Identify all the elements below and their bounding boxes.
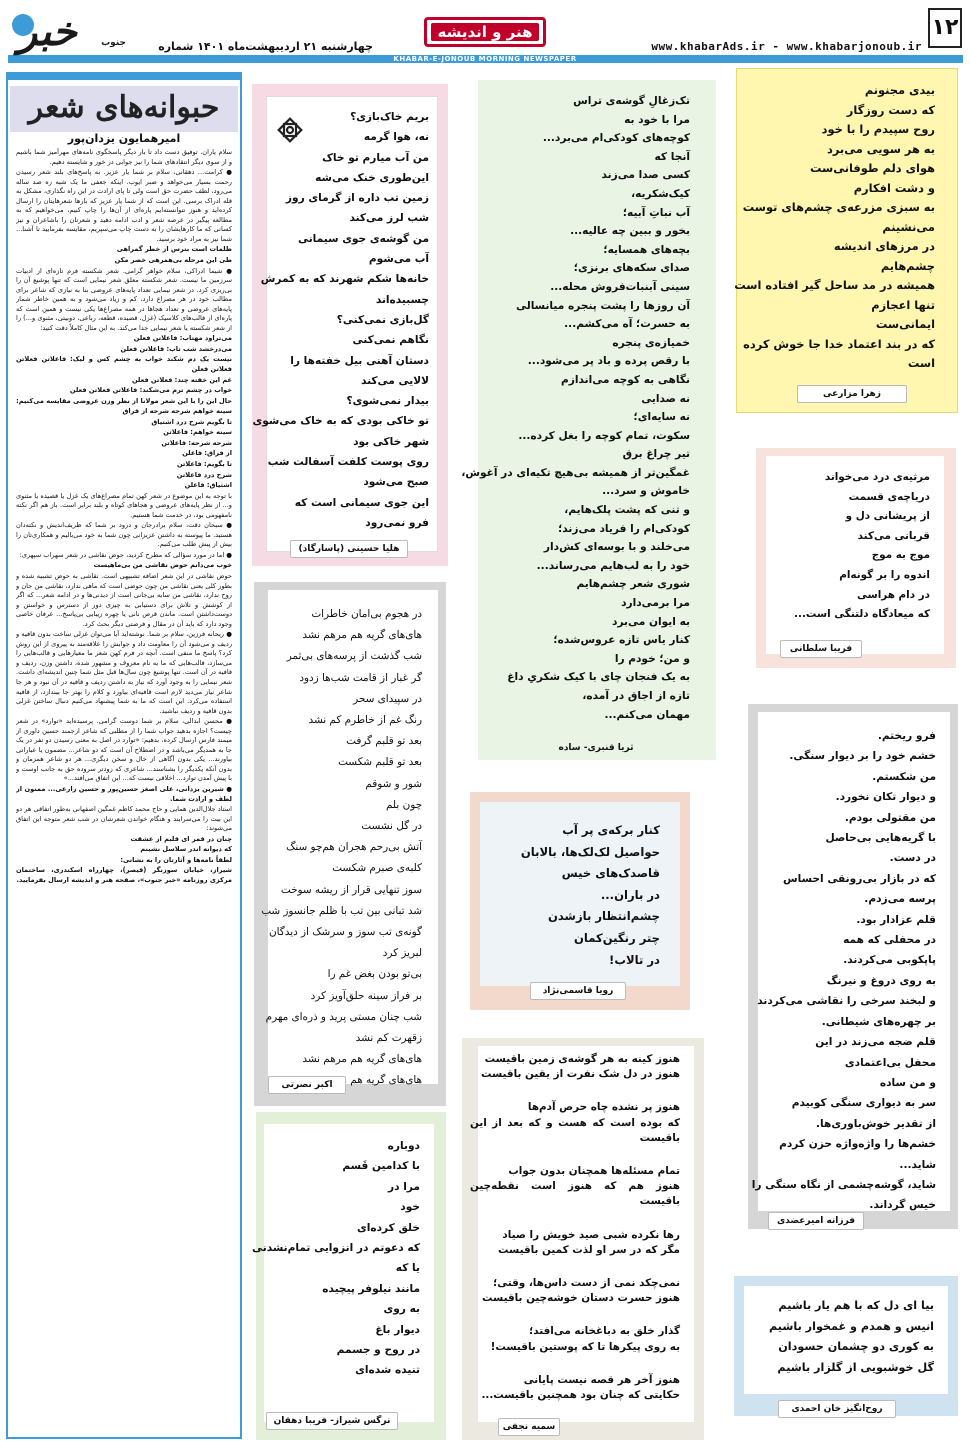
poem-line: چسبیده‌اند (375, 293, 429, 306)
section-title-badge (424, 17, 546, 47)
poem-line: مرا با خود به (624, 113, 690, 126)
column-paragraph: حال این را با این شعر مولانا از نظر وزن عروضی مقایسه می‌کنیم: (16, 396, 232, 405)
poem-line: آب می‌شوم (368, 253, 429, 266)
poem-line: بچه‌های همسایه؛ (603, 243, 690, 256)
poem-line: های‌های گریه هم مرهم نشد (302, 629, 422, 642)
poem-line: قربانی می‌کند (857, 529, 930, 542)
poem-line: می‌خلند و با بوسه‌ای کش‌دار (543, 541, 690, 554)
poem-line: زمین تب داره از گرمای روز (285, 192, 429, 205)
poem-line: به کوری دو چشمان حسودان (778, 1340, 934, 1353)
poem-line: و من؛ خودم را (614, 652, 690, 665)
poem-line: چشم‌انتظار بازشدن (547, 909, 660, 924)
column-paragraph: طی این مرحله بی‌همرهی خضر مکن (114, 256, 232, 265)
poem-line: کنار برکه‌ی پر آب (562, 823, 660, 837)
column-paragraph: تا بگویم شرح درد اشتیاق (151, 417, 232, 426)
column-paragraph: نیست یک دم شکند خواب به چشم کس و لیک: فاعلاتن فعلاتن فعلاتن فعلن (16, 355, 232, 374)
poem-line: که در بند اعتماد خدا جا خوش کرده (743, 336, 935, 351)
poem-line: خمیازه‌ی پنجره (612, 336, 690, 349)
poem-line: روی پوست کلفت آسفالت شب (267, 456, 429, 469)
poem-line: پاپکوبی می‌کردند. (843, 954, 936, 967)
poem-text (252, 1136, 420, 1381)
poem-line: تیر چراغ برق (622, 448, 690, 461)
page-number: ۱۲ (928, 8, 962, 48)
poem-stanza: رها نکرده شبی صید خویش را صیاد مگر که در سر او لذت کمین باقیست (498, 1228, 680, 1256)
poem-line: بخور و ببین چه عالیه... (570, 225, 690, 238)
poem-line: با رقص پرده و باد پر می‌شود... (527, 355, 690, 368)
poem-line: هوای دلم طوفانی‌ست (809, 161, 935, 175)
poem-card (252, 1124, 434, 1422)
poem-line: نه سایه‌ای؛ (633, 411, 690, 424)
column-paragraph: می‌تراود مهتاب: فاعلاتن فعلن (133, 334, 232, 343)
poem-line: بعد تو قلبم گرفت (346, 735, 422, 748)
poem-line: چون بلم (386, 798, 422, 811)
poem-line: در باران... (600, 887, 660, 902)
poem-line: می‌نشینم (882, 219, 935, 234)
column-paragraph: سلام یاران. توفیق دست داد تا بار دیگر پاسخگوی نامه‌های مهرآمیز شما باشیم و از سوی دیگر انتقادهای شما را نیز جوابی در خور و شایسته دهیم. (16, 148, 232, 166)
poem-author: روح‌انگیز خان احمدی (778, 1400, 896, 1418)
poem-line: مرا در (387, 1180, 420, 1193)
column-paragraph: که دیوانه اندر سلاسل نشینم (140, 845, 232, 854)
poem-line: دریاچه‌ی قسمت (848, 490, 930, 503)
poem-line: غمگین‌تر از همیشه بی‌هیچ تکیه‌ای در آغوش، (461, 466, 690, 479)
poem-line: خود (400, 1201, 420, 1214)
poem-line: که میعادگاه دلتنگی است... (794, 608, 930, 621)
poem-line: سر به دیواری سنگی کوبیدم (791, 1097, 936, 1110)
column-paragraph: چنان در قمر ای قلبم از عشقت (130, 834, 232, 843)
poem-line: بر چهره‌های شیطانی. (821, 1015, 936, 1028)
poem-line: محفل بی‌اعتمادی (844, 1056, 936, 1069)
poem-line: خلق کرده‌ای (357, 1221, 420, 1234)
poem-line: در مرزهای اندیشه (833, 239, 935, 253)
column-author: امیرهمایون یزدان‌پور (67, 132, 181, 145)
poem-box-ghaseminejad (470, 792, 690, 1010)
poem-line: خیس گرداند. (869, 1199, 936, 1212)
column-body (16, 148, 232, 1433)
poem-stanza: نمی‌چکد نمی از دست داس‌ها، وقتی؛ هنوز حسرت دستان خوشه‌چین باقیست (482, 1277, 680, 1305)
poem-line: کلبه‌ی صبرم شکست (332, 862, 422, 875)
column-paragraph: شرح درد فاعلاتن (176, 470, 232, 479)
poem-line: من گوشه‌ی جوی سیمانی (297, 232, 429, 245)
poem-line: این جوی سیمانی است که (294, 496, 429, 509)
column-paragraph: خوب می‌دانم حوض نقاشی من بی‌ماهیست (93, 561, 232, 570)
column-paragraph: ● محسن ابدالی، سلام بر شما دوست گرامی. پرسیده‌اید «توارد» در شعر چیست؟ اجازه بدهید جواب شما را از مطلبی که شاعر ارجمند حسین داوری از میمند فارس ارسال کرده، بدهیم: «توارد در اصل به معنی رسیدن دو نفر در یک جا به همدیگر می‌باشد و در اصطلاح آن است که دو شاعر... مضمون یا عباراتی بیاورند... یکی بدون آگاهی از حال و سخن دیگری... هر دو شاعر همزمان و بدون آنکه یکدیگر را بشناسند... شاعری که زودتر سروده حق به جانب اوست و با پیش آمدن توارد... اخلاقی نیست که... این اتفاق می‌افتد...» (16, 717, 232, 783)
poem-line: پرسه می‌زدم. (864, 893, 936, 906)
poem-line: شب چنان مستی پرید و ذره‌ای مهرم (265, 1010, 422, 1023)
poem-line: با گریه‌هایی بی‌حاصل (825, 832, 936, 845)
poem-line: گل‌بازی نمی‌کنی؟ (336, 313, 429, 326)
poem-line: من شکستم. (872, 770, 936, 783)
column-paragraph: ● کرامت... دهقانی، سلام بر شما یار عزیز. به پاسخ‌های بلند شعر رسیدن رحمت بسیار می‌خواهد و صبر ایوب. اینکه جعفی ما یک شبه ره صد ساله می‌رود، لطف حضرت حق است ولی تا پای ارادت در این راه نگذاری، مشکل به قله ادراک برسی. این است که از شما یار عزیز که بارها شعرهایتان را ارسال کرده‌اید و هنوز نتوانسته‌ایم پاره‌ای از آن‌ها را چاپ کنیم، می‌خواهیم که به مطالعه پیگیر در عرصه شعر و ادب ادامه دهید و شعرتان را باشاعران و نیز کسانی که ما کارها‌یشان را به دست چاپ می‌سپریم، مقایسه بفرمایید تا آشنا... شما نیز به مراد خود برسید. (16, 168, 232, 243)
poem-line: فرو نمی‌رود (365, 516, 429, 529)
poem-line: در محفلی که همه (843, 934, 936, 947)
poem-line: من مقتولی بودم. (844, 811, 936, 824)
poem-line: روح سپیدم را با خود (821, 122, 935, 136)
column-paragraph: ● سبحان دقت، سلام برادرجان و درود بر شما که ظریف‌اندیش و نکته‌دان هستید. ما پیوسته به داشتن عزیزانی چون شما به خود می‌بالیم و همکاری‌تان را بیش از پیش طلب می‌کنیم. (16, 521, 232, 549)
poem-line: آب نباتِ آبیه؛ (622, 206, 690, 219)
poem-line: نگاهم نمی‌کنی (352, 334, 429, 347)
poem-line: گر غبار از قامت شب‌ها زدود (299, 671, 422, 684)
column-paragraph: حوض نقاشی در این شعر اضافه تشبیهی است. نقاشی به حوض تشبیه شده و بطور کلی یعنی نقاشی من چون حوضی است که ماهی ندارد، نقاشی من جان و روح ندارد، نقاشی من سایه بی‌جانی است از دیدنی‌ها و در ادامه شعر... که اگر از کوشش و تلاش برای دستیابی به چیزی دور از دسترس و خواستن و دوست‌داشتن است. ماندن قرص نانی یا چهره زیبایی بی‌پاسخ... عرفان خاصی وجود دارد که باید آن در مقال و فرصتی دیگر بحث کرد. (16, 571, 232, 628)
poem-line: قلم عزادار بود. (856, 913, 936, 926)
column-paragraph: می‌درخشد شب تاب: فاعلاتن فعلن (120, 344, 232, 353)
poem-line: قاصدک‌های خیس (561, 866, 660, 881)
poem-line: نه صدایی (641, 392, 690, 405)
website-urls: www.khabarAds.ir - www.khabarjonoub.ir (651, 40, 922, 53)
poem-text (760, 468, 930, 625)
poem-line: گونه‌ی تب سوز و سرشک از دیدگان (269, 926, 422, 939)
poem-card (766, 456, 944, 654)
poem-text (751, 726, 936, 1216)
poem-box-hosseini (252, 84, 448, 566)
poem-line: از تقدیر خوش‌باوری‌ها. (816, 1117, 936, 1130)
poem-line: چتر رنگین‌کمان (573, 930, 660, 945)
poem-author: فریبا سلطانی (780, 640, 862, 658)
poem-line: به ایوان می‌برد (612, 615, 690, 628)
poem-line: بیدی مجنونم (864, 83, 935, 97)
poem-box-dehghan (252, 1112, 446, 1440)
poem-line: آن روزها را پشت پنجره میانسالی (516, 299, 690, 312)
poem-box-khanahmadi (734, 1276, 958, 1416)
poem-line: شاید، گوشه‌چشمی از نگاه سنگی را (751, 1178, 936, 1191)
poem-line: تنیده شده‌ای (355, 1364, 420, 1377)
poem-line: با کدامین قَسم (342, 1160, 420, 1173)
column-paragraph: ● اما در مورد سؤالی که مطرح کردید، حوض نقاشی در شعر سهراب سپهری: (19, 550, 232, 559)
poem-line: بیا ای دل که با هم یار باشیم (778, 1299, 934, 1312)
poem-author: زهرا مزارعی (797, 385, 907, 403)
poem-line: بر فراز سینه حلق‌آویز کرد (310, 989, 422, 1002)
poem-text (754, 1296, 934, 1378)
poem-line: به یک فنجان چای با کیک شکریِ داغ (507, 671, 690, 684)
poem-line: خاموش و سرد... (602, 485, 690, 498)
poem-line: سکوت، تمام کوچه را بغل کرده... (518, 429, 690, 442)
poem-line: شهر خاکی بود (353, 435, 429, 448)
poem-line: خشم‌ها را واژه‌واژه حزن کردم (779, 1138, 936, 1151)
poem-text (734, 81, 935, 374)
column-paragraph: غم این خفته چند: فعلاتن فعلن (131, 375, 232, 384)
poem-line: زقهرت کم نشد (355, 1032, 422, 1045)
poem-line: تازه از اجاق در آمده، (582, 690, 690, 702)
poem-line: دوباره (387, 1140, 420, 1152)
poem-line: صدای سکه‌های برنزی؛ (573, 262, 690, 275)
poem-line: گل خوشبویی از گلزار باشیم (777, 1360, 934, 1374)
poem-line: به روی دروغ و نیرنگ (826, 974, 936, 987)
poem-line: تو خاکی بودی که به خاک می‌شوی (252, 415, 429, 428)
poem-line: رنگ غم از خاطرم کم نشد (308, 714, 422, 727)
poem-line: به سبزی مزرعه‌ی چشم‌های توست (742, 200, 935, 214)
poem-line: کوچه‌های کودکی‌ام می‌برد... (542, 132, 690, 145)
poem-line: های‌های گریه هم مرهم نشد (302, 1053, 422, 1066)
poem-line: در روح و جسمم (336, 1344, 420, 1357)
poem-line: نگاهی به کوچه می‌اندازم (560, 373, 690, 386)
poem-line: خشم خود را بر دیوار سنگی. (789, 750, 936, 763)
poem-line: از پریشانی دل و (845, 510, 930, 523)
poem-line: بریم خاک‌بازی؟ (350, 111, 429, 123)
poem-author: نرگس شیراز- فریبا دهقان (266, 1412, 398, 1430)
poem-stanza: هنوز آخر هر قصه نیست پایانی حکایتی که چنان بود همچنین باقیست... (481, 1373, 680, 1402)
poem-line: لالایی می‌کند (360, 374, 429, 387)
poem-line: مهمان می‌کنم... (604, 708, 690, 721)
poem-line: شوری شعر چشم‌هایم (576, 578, 690, 591)
column-paragraph: از فراق: فاعلن (182, 449, 232, 458)
poem-text (484, 820, 660, 971)
poem-line: مانند نیلوفر پیچیده (322, 1282, 420, 1295)
column-paragraph: با توجه به این موضوع در شعر کهن تمام مصراع‌های یک غزل یا قصیده یا مثنوی و... از نظر پایه‌های عروضی و هجاهای کوتاه و بلند برابر است. باز هم اگر نکته نامفهومی بود، در خدمت شما هستیم. (16, 491, 232, 519)
column-title-banner (10, 86, 238, 132)
poem-card (480, 802, 680, 986)
poem-line: خانه‌ها شکم شهرند که به کمرش (260, 273, 429, 286)
column-paragraph: استاد جلال‌الدین همایی و حاج محمد کاظم غمگین اصفهانی به‌طور اتفاقی هر دو این بیت را می‌سرایند و هنگام خواندن شعرشان در شب شعر متوجه این اتفاق می‌شوند: (16, 805, 232, 833)
issue-date-line: چهارشنبه ۲۱ اردیبهشت‌ماه ۱۴۰۱ شماره (158, 40, 373, 53)
poem-line: و دشت افکارم (853, 180, 935, 195)
column-paragraph: اشتیاق: فاعلن (184, 481, 232, 490)
poem-author: اکبر نصرتی (268, 1076, 346, 1094)
poem-line: و دیوار تکان نخورد. (835, 791, 936, 804)
column-paragraph: شرحه شرحه: فاعلاتن (161, 438, 232, 447)
poem-line: این‌طوری خنک می‌شه (315, 171, 429, 184)
poem-line: شب لرز می‌کند (349, 212, 429, 225)
poem-line: که دعوتم در انزوایی تمام‌نشدنی (252, 1242, 420, 1255)
poem-line: بعد تو قلبم شکست (338, 756, 422, 769)
poem-card (744, 1286, 948, 1394)
column-poetry-buds (6, 72, 242, 1439)
column-paragraph: ● ریحانه فرزین، سلام بر شما. نوشته‌اید آیا می‌توان غزلی ساخت بدون قافیه و ردیف و می‌شود آن را معاومت داد و جوابش را علاقه‌مند به پیروی از این روش کرد؟ پاسخ ما منفی است. آنچه در فرم کهن شعر ما معیارهایی و قالب‌هایی را می‌سازد، قالب‌هایی که ما به نام معروف و مشهور شده، داشتن وزن، ردیف و قافیه در آن است. تنها پوشیع چون سال‌ها قبل مثل شما چنین اندیشه‌ای داشت. شعر نیمایی را به وجود آورد که نیاز به داشتن ردیف و قافیه در آن نبود و هر جا شاعر نیاز می‌دید لازم است قافیه‌ای بیاورد و کلام را بهتر جا بیندازد، از قافیه استفاده می‌کرد. این است که ما به شما پیشنهاد می‌کنیم دنبال ساختن غزلی بدون قافیه و ردیف نباشید. (16, 630, 232, 715)
poem-line: دیوار باغ (375, 1323, 420, 1336)
poem-line: مرا برمی‌دارد (621, 597, 690, 610)
poem-line: کسی صدا می‌زند (601, 169, 690, 182)
poem-line: در دست. (889, 852, 936, 865)
poem-author: هلیا حسینی (پاسارگاد) (290, 540, 408, 558)
poem-line: ایمانی‌ست (875, 317, 935, 331)
column-paragraph: ● شیما ادراکی، سلام خواهر گرامی. شعر شکسته فرم تازه‌ای از ادبیات سرزمین ما نیست. شعر شکسته معلق شعر نیمایی است که تنها پوشیع آن را بی‌ریزی کرد. در شعر نیمایی تعداد پایه‌های عروضی بنا به نیازی که شاعر برای مطالب خود در هر مصراع دارد، کم و زیاد می‌شود و به همین خاطر شمار پایه‌های عروضی و تعداد هجاها در همه مصراع‌ها یکی نیست و همین است که پاره‌ای از قالب‌های کلاسیک (غزل، قصیده، قطعه، رباعی، دوبیتی، مثنوی و...) را از شعر شکسته یا شعر نیمایی جدا می‌کند. به این مثال کاملاً دقت کنید: (16, 266, 232, 332)
poem-line: شد تبانی بین تب با ظلم جانسوز شب (261, 904, 422, 917)
poem-line: لبریز کرد (382, 947, 422, 960)
logo-subtext: جنوب (101, 38, 126, 48)
poem-author: فرزانه امیرعضدی (768, 1212, 864, 1230)
poem-author: رویا قاسمی‌نژاد (530, 982, 626, 1000)
poem-card (252, 96, 438, 552)
column-title: حبوانه‌های شعر (28, 90, 220, 125)
poem-line: صبح می‌شود (363, 476, 429, 489)
poem-line: در تالاب! (609, 952, 660, 967)
poem-line: های‌های گریه هم (350, 1074, 422, 1087)
poem-author: ثریا قنبری- ساده (548, 740, 644, 756)
column-paragraph: ظلمات است بترس از خطر گمراهی (116, 245, 232, 254)
poem-line: شور و شوقم (365, 777, 422, 790)
poem-line: نه، هوا گرمه (363, 131, 429, 144)
poem-line: دستان آهنی بیل خفته‌ها را (290, 354, 429, 367)
poem-line: چشم‌هایم (880, 258, 935, 273)
newspaper-logo (8, 6, 128, 54)
poem-box-amirazodi (748, 704, 958, 1229)
poem-stanza: هنوز کینه به هر گوشه‌ی زمین باقیست هنوز در دل شک نفرت از یقین باقیست (480, 1053, 680, 1081)
poem-line: آنجا که (654, 150, 690, 163)
poem-line: حواصیل لک‌لک‌ها، بالابان (520, 844, 660, 859)
poem-line: و من ساده (879, 1076, 936, 1089)
poem-text (262, 604, 422, 1092)
poem-line: تک‌زغالِ گوشه‌ی تراس (573, 95, 690, 107)
poem-line: در گل نشست (361, 820, 422, 833)
poem-line: سوز تنهایی قرار از ریشه سوخت (280, 883, 422, 896)
poem-line: در هجوم بی‌امان خاطرات (311, 608, 422, 620)
poem-text (461, 92, 690, 724)
poem-line: مرثیه‌ی درد می‌خواند (824, 471, 930, 483)
poem-line: تنها اعجازم (871, 297, 935, 312)
poem-line: انیس و همدم و غمخوار باشیم (769, 1319, 934, 1333)
poem-line: موج به موج (871, 549, 930, 562)
poem-line: شب گذشت از پرسه‌های بی‌ثمر (286, 650, 422, 663)
poem-line: سینی آبنبات‌فروش محله... (550, 280, 690, 293)
column-paragraph: لطفاً نامه‌ها و آثارتان را به نشانی: (120, 855, 232, 864)
column-paragraph: ● شیرین یزدانی، علی اصغر حسین‌پور و حسین زارعی... ممنون از لطف و ارادت شما. (16, 785, 232, 803)
poem-box-nosrati (254, 582, 446, 1106)
poem-line: اندوه را بر گونه‌ام (839, 568, 930, 581)
logo-wordmark: خبر (18, 8, 77, 55)
poem-text (470, 1052, 680, 1421)
poem-line: شاید... (899, 1158, 936, 1171)
poem-card (751, 712, 950, 1212)
poem-box-soltani (756, 448, 956, 668)
poem-line: و لبخند سرخی را نقاشی می‌کردند (757, 995, 936, 1008)
poem-line: کنار یاس تازه عروس‌شده؛ (553, 634, 690, 647)
poem-line: به هر سویی می‌برد (827, 141, 935, 156)
poem-line: فرو ریختم. (877, 730, 936, 742)
poem-line: قلم ضجه می‌زند در این (815, 1036, 936, 1049)
poem-line: خود را به لب‌هایم می‌رساند... (536, 559, 690, 572)
section-title: هنر و اندیشه (431, 23, 539, 41)
poem-line: در دام هراسی (856, 588, 930, 601)
poem-line: یا که (395, 1262, 420, 1275)
column-paragraph: شیراز، خیابان سوزنگر (قیصر)، چهارراه اسکندری، ساختمان مرکزی روزنامه «خبر جنوب»، صفحه هنر و اندیشه ارسال بفرمایید. (16, 866, 232, 884)
poem-text (249, 107, 429, 533)
poem-line: است (907, 356, 935, 370)
column-paragraph: سینه خواهم: فاعلاتن (163, 428, 232, 437)
poem-line: آتش بی‌رحم هجران هم‌چو سنگ (286, 841, 422, 854)
poem-author: سمیه نجفی (498, 1418, 560, 1436)
column-paragraph: خواب در چشم ترم می‌شکند: فاعلاتن فعلاتن فعلن (69, 386, 232, 395)
poem-line: در سپیدای سحر (353, 692, 422, 705)
poem-line: که در بازار بی‌رونقی احساس (783, 872, 936, 885)
poem-box-najafi (462, 1038, 704, 1440)
poem-line: همیشه در مد ساحل گیر افتاده است (734, 278, 935, 292)
column-paragraph: تا بگویم: فاعلاتن (177, 459, 232, 468)
poem-box-ghanbari (461, 80, 716, 760)
poem-line: من آب میارم تو خاک (322, 151, 429, 164)
poem-stanza: هنوز پر نشده چاه حرص آدم‌ها که بوده است که هست و که بعد از این باقیست (470, 1101, 680, 1144)
poem-line: بیدار نمی‌شوی؟ (346, 395, 429, 408)
poem-line: به روی (383, 1303, 420, 1316)
poem-line: به حسرت؛ آه می‌کشم... (564, 318, 690, 331)
poem-stanza: گذار خلق به دباغخانه می‌افتد؛ به روی پیکرها تا که پوستین باقیست! (490, 1325, 680, 1353)
poem-line: کیک‌شکریه، (631, 187, 690, 200)
poem-card (470, 1046, 694, 1422)
poem-line: که دست روزگار (846, 102, 935, 117)
poem-box-mazarei (736, 68, 958, 413)
poem-line: کودکی‌ام را فریاد می‌زند؛ (558, 522, 690, 535)
poem-line: بی‌تو بودن بغض غم را (327, 968, 422, 981)
masthead-english: KHABAR-E-JONOUB MORNING NEWSPAPER (393, 55, 577, 63)
poem-line: و تنی که پشت پلک‌هایم، (564, 504, 690, 517)
poem-stanza: تمام مسئله‌ها همچنان بدون جواب هنوز هم که هنوز است نقطه‌چین باقیست (470, 1165, 680, 1208)
column-paragraph: سینه خواهم شرحه شرحه از فراق (122, 407, 232, 416)
